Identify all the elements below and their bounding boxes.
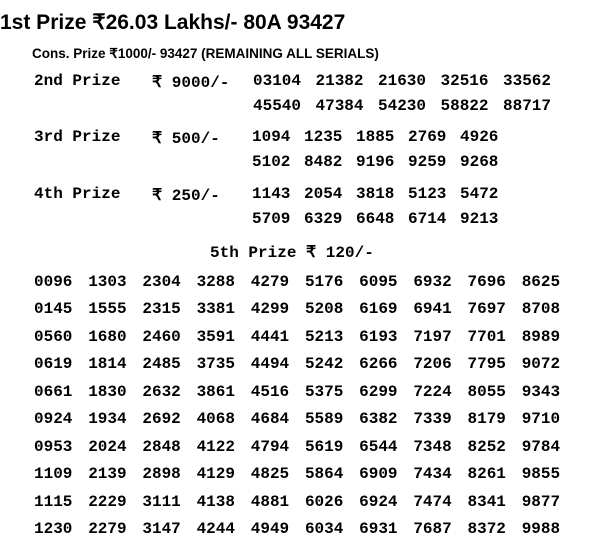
prize-number-row [253,72,566,90]
ticket-number: 4279 [251,273,305,291]
ticket-number: 9343 [522,383,576,401]
ticket-number: 6714 [408,210,460,228]
ticket-number: 5619 [305,438,359,456]
ticket-number: 6299 [359,383,413,401]
ticket-number: 21382 [316,72,379,90]
consolation-prize-line: Cons. Prize ₹1000/- 93427 (REMAINING ALL SERIALS) [32,46,379,62]
ticket-number: 2304 [142,273,196,291]
ticket-number: 3111 [142,493,196,511]
ticket-number: 2769 [408,128,460,146]
ticket-number: 1109 [34,465,88,483]
ticket-number: 0560 [34,328,88,346]
ticket-number: 1115 [34,493,88,511]
ticket-number: 6034 [305,520,359,538]
ticket-number: 2229 [88,493,142,511]
ticket-number: 1235 [304,128,356,146]
prize-number-row [252,210,512,228]
ticket-number: 8252 [468,438,522,456]
ticket-number: 6931 [359,520,413,538]
ticket-number: 8179 [468,410,522,428]
ticket-number: 5102 [252,153,304,171]
ticket-number: 7696 [468,273,522,291]
ticket-number: 5208 [305,300,359,318]
ticket-number: 5242 [305,355,359,373]
ticket-number: 9877 [522,493,576,511]
ticket-number: 0619 [34,355,88,373]
ticket-number: 5123 [408,185,460,203]
fifth-prize-row [34,516,576,543]
prize-number-row [253,97,566,115]
ticket-number: 6648 [356,210,408,228]
fifth-prize-row [34,378,576,406]
ticket-number: 7687 [413,520,467,538]
ticket-number: 3861 [197,383,251,401]
ticket-number: 0924 [34,410,88,428]
prize-label: 4th Prize [34,185,120,203]
ticket-number: 4122 [197,438,251,456]
ticket-number: 6941 [413,300,467,318]
ticket-number: 6193 [359,328,413,346]
ticket-number: 4825 [251,465,305,483]
fifth-prize-row [34,296,576,324]
prize-number-row [252,153,512,171]
ticket-number: 6266 [359,355,413,373]
ticket-number: 2898 [142,465,196,483]
ticket-number: 58822 [441,97,504,115]
ticket-number: 6095 [359,273,413,291]
ticket-number: 4299 [251,300,305,318]
ticket-number: 3381 [197,300,251,318]
ticket-number: 3147 [142,520,196,538]
ticket-number: 4949 [251,520,305,538]
ticket-number: 2848 [142,438,196,456]
ticket-number: 2692 [142,410,196,428]
ticket-number: 8341 [468,493,522,511]
ticket-number: 2139 [88,465,142,483]
ticket-number: 2632 [142,383,196,401]
ticket-number: 4129 [197,465,251,483]
ticket-number: 1143 [252,185,304,203]
ticket-number: 8625 [522,273,576,291]
ticket-number: 3288 [197,273,251,291]
ticket-number: 4138 [197,493,251,511]
ticket-number: 6909 [359,465,413,483]
ticket-number: 03104 [253,72,316,90]
ticket-number: 4684 [251,410,305,428]
ticket-number: 1934 [88,410,142,428]
ticket-number: 1094 [252,128,304,146]
ticket-number: 9259 [408,153,460,171]
ticket-number: 6932 [413,273,467,291]
ticket-number: 0953 [34,438,88,456]
fifth-prize-title: 5th Prize ₹ 120/- [210,242,374,262]
ticket-number: 21630 [378,72,441,90]
ticket-number: 6026 [305,493,359,511]
prize-number-row [252,128,512,146]
ticket-number: 9213 [460,210,512,228]
ticket-number: 8482 [304,153,356,171]
fifth-prize-row [34,461,576,489]
ticket-number: 7795 [468,355,522,373]
ticket-number: 8261 [468,465,522,483]
ticket-number: 1830 [88,383,142,401]
ticket-number: 33562 [503,72,566,90]
ticket-number: 6544 [359,438,413,456]
fifth-prize-row [34,433,576,461]
first-prize-heading: 1st Prize ₹26.03 Lakhs/- 80A 93427 [0,10,345,35]
ticket-number: 7339 [413,410,467,428]
ticket-number: 7224 [413,383,467,401]
ticket-number: 45540 [253,97,316,115]
prize-amount: ₹ 9000/- [152,72,229,92]
ticket-number: 7701 [468,328,522,346]
ticket-number: 1303 [88,273,142,291]
ticket-number: 32516 [441,72,504,90]
ticket-number: 4244 [197,520,251,538]
ticket-number: 54230 [378,97,441,115]
prize-number-row [252,185,512,203]
ticket-number: 5213 [305,328,359,346]
ticket-number: 4494 [251,355,305,373]
ticket-number: 9855 [522,465,576,483]
ticket-number: 5375 [305,383,359,401]
ticket-number: 7474 [413,493,467,511]
ticket-number: 3591 [197,328,251,346]
ticket-number: 9784 [522,438,576,456]
ticket-number: 0661 [34,383,88,401]
fifth-prize-grid [34,268,576,543]
ticket-number: 7197 [413,328,467,346]
ticket-number: 4516 [251,383,305,401]
ticket-number: 4926 [460,128,512,146]
ticket-number: 8372 [468,520,522,538]
ticket-number: 2279 [88,520,142,538]
ticket-number: 9268 [460,153,512,171]
fifth-prize-row [34,268,576,296]
fifth-prize-row [34,323,576,351]
ticket-number: 5864 [305,465,359,483]
fifth-prize-row [34,406,576,434]
ticket-number: 2460 [142,328,196,346]
ticket-number: 47384 [316,97,379,115]
ticket-number: 4068 [197,410,251,428]
ticket-number: 4881 [251,493,305,511]
ticket-number: 2315 [142,300,196,318]
fifth-prize-row [34,351,576,379]
ticket-number: 0145 [34,300,88,318]
prize-amount: ₹ 250/- [152,185,220,205]
ticket-number: 2024 [88,438,142,456]
ticket-number: 0096 [34,273,88,291]
ticket-number: 2485 [142,355,196,373]
prize-amount: ₹ 500/- [152,128,220,148]
ticket-number: 8989 [522,328,576,346]
ticket-number: 1814 [88,355,142,373]
ticket-number: 7206 [413,355,467,373]
ticket-number: 4794 [251,438,305,456]
ticket-number: 9196 [356,153,408,171]
ticket-number: 9710 [522,410,576,428]
ticket-number: 5709 [252,210,304,228]
ticket-number: 5472 [460,185,512,203]
ticket-number: 4441 [251,328,305,346]
ticket-number: 2054 [304,185,356,203]
fifth-prize-row [34,488,576,516]
prize-label: 2nd Prize [34,72,120,90]
ticket-number: 5176 [305,273,359,291]
ticket-number: 88717 [503,97,566,115]
ticket-number: 9072 [522,355,576,373]
ticket-number: 8055 [468,383,522,401]
ticket-number: 1885 [356,128,408,146]
ticket-number: 3818 [356,185,408,203]
ticket-number: 6329 [304,210,356,228]
ticket-number: 9988 [522,520,576,538]
ticket-number: 6382 [359,410,413,428]
ticket-number: 6924 [359,493,413,511]
ticket-number: 7434 [413,465,467,483]
ticket-number: 6169 [359,300,413,318]
ticket-number: 7697 [468,300,522,318]
ticket-number: 1555 [88,300,142,318]
ticket-number: 5589 [305,410,359,428]
ticket-number: 1230 [34,520,88,538]
ticket-number: 8708 [522,300,576,318]
ticket-number: 1680 [88,328,142,346]
prize-label: 3rd Prize [34,128,120,146]
ticket-number: 7348 [413,438,467,456]
ticket-number: 3735 [197,355,251,373]
